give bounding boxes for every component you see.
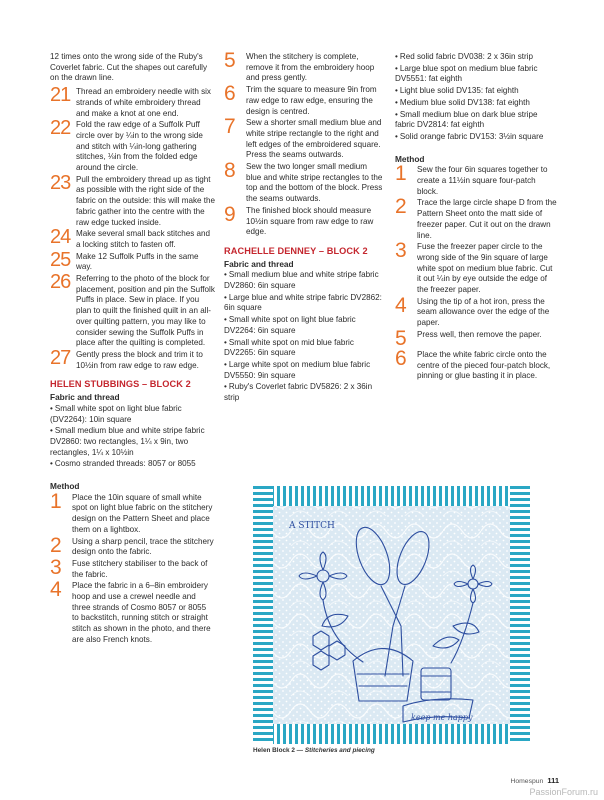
method-step-3 bbox=[50, 555, 215, 580]
step-text: Using the tip of a hot iron, press the seam allowance over the edge of the paper. bbox=[417, 296, 550, 328]
step-number: 2 bbox=[50, 533, 61, 557]
border-top bbox=[253, 486, 530, 506]
fabric-thread-subhead: Fabric and thread bbox=[50, 392, 120, 403]
step-text: The finished block should measure 10½in square from raw edge to raw edge. bbox=[246, 205, 374, 237]
method-step-6 bbox=[224, 82, 384, 117]
materials-item: • Large white spot on medium blue fabric DV5550: 9in square bbox=[224, 359, 371, 380]
method-step-2 bbox=[395, 195, 557, 241]
method-subhead: Method bbox=[50, 481, 80, 492]
column-1 bbox=[50, 52, 215, 647]
step-number: 24 bbox=[50, 226, 71, 249]
section-heading-rachelle: RACHELLE DENNEY – BLOCK 2 bbox=[224, 245, 368, 256]
step-26 bbox=[50, 271, 215, 349]
step-number: 2 bbox=[395, 195, 406, 219]
step-number: 6 bbox=[395, 346, 406, 370]
caption-text: Stitcheries and piecing bbox=[304, 747, 375, 754]
step-text: Place the white fabric circle onto the centre of the pieced four-patch block, pinning or glue basting it in place. bbox=[417, 349, 551, 381]
fabric-thread-subhead: Fabric and thread bbox=[224, 258, 294, 269]
quilt-block-image bbox=[253, 486, 530, 744]
materials-item: • Small white spot on light blue fabric DV2264: 6in square bbox=[224, 315, 356, 335]
method-step-8 bbox=[224, 159, 384, 205]
materials-item: • Ruby's Coverlet fabric DV5826: 2 x 36in strip bbox=[224, 382, 373, 403]
step-number: 21 bbox=[50, 84, 71, 107]
step-text: Trace the large circle shape D from the Pattern Sheet onto the matt side of freezer paper. Cut it out on the drawn line. bbox=[417, 198, 557, 240]
step-number: 26 bbox=[50, 271, 71, 294]
step-25 bbox=[50, 248, 215, 273]
border-right bbox=[510, 486, 530, 744]
materials-item: • Small white spot on light blue fabric (DV2264): 10in square bbox=[50, 403, 182, 424]
column-2 bbox=[224, 49, 384, 405]
step-number: 9 bbox=[224, 202, 235, 226]
step-number: 3 bbox=[50, 555, 61, 579]
step-text: Referring to the photo of the block for placement, position and pin the Suffolk Puffs in place. Sew in place. If you plan to quilt the finished quilt in an all-over quilting pattern, you may like to consider sewing the Suffolk Puffs in place after the quilting is completed. bbox=[76, 274, 215, 348]
method-step-5 bbox=[224, 49, 384, 84]
step-number: 4 bbox=[395, 293, 406, 317]
stitched-text-top: A STITCH bbox=[289, 521, 335, 531]
step-number: 25 bbox=[50, 248, 71, 271]
step-text: Thread an embroidery needle with six strands of white embroidery thread and make a knot at one end. bbox=[76, 87, 211, 118]
step-number: 4 bbox=[50, 578, 61, 602]
method-step-4 bbox=[395, 293, 557, 329]
materials-item: • Light blue solid DV135: fat eighth bbox=[395, 86, 519, 96]
step-text: Place the 10in square of small white spot on light blue fabric on the stitchery design on the Pattern Sheet and place them on a lightbox. bbox=[72, 492, 213, 534]
step-number: 23 bbox=[50, 171, 71, 194]
border-bottom bbox=[253, 724, 530, 744]
materials-item: • Small white spot on mid blue fabric DV2265: 6in square bbox=[224, 337, 354, 358]
materials-item: • Cosmo stranded threads: 8057 or 8055 bbox=[50, 459, 196, 469]
step-number: 5 bbox=[395, 326, 406, 350]
watermark: PassionForum.ru bbox=[529, 787, 598, 797]
intro-paragraph: 12 times onto the wrong side of the Ruby's Coverlet fabric. Cut the shapes out carefully on the drawn line. bbox=[50, 52, 208, 83]
photo-caption bbox=[253, 747, 375, 754]
method-step-2 bbox=[50, 533, 215, 558]
step-text: Sew the two longer small medium blue and white stripe rectangles to the top and the bottom of the block. Press the seams outwards. bbox=[246, 162, 383, 204]
materials-item: • Large blue spot on medium blue fabric DV5551: fat eighth bbox=[395, 63, 538, 84]
step-27 bbox=[50, 346, 215, 371]
step-number: 7 bbox=[224, 115, 235, 139]
quilt-block-photo bbox=[253, 486, 530, 744]
step-text: Pull the embroidery thread up as tight as possible with the right side of the fabric on the outside: this will make the fabric gather into the centre with the raw edge tucked inside. bbox=[76, 174, 216, 227]
page-footer bbox=[510, 776, 559, 785]
method-step-9 bbox=[224, 202, 384, 238]
step-21 bbox=[50, 84, 215, 119]
method-step-1 bbox=[50, 489, 215, 536]
step-text: When the stitchery is complete, remove it from the embroidery hoop and press gently. bbox=[246, 52, 375, 83]
step-number: 8 bbox=[224, 159, 235, 183]
step-text: Using a sharp pencil, trace the stitchery design onto the fabric. bbox=[72, 536, 214, 557]
step-22 bbox=[50, 117, 215, 174]
method-step-5 bbox=[395, 326, 557, 350]
step-text: Press well, then remove the paper. bbox=[417, 329, 542, 339]
magazine-name: Homespun bbox=[510, 778, 544, 785]
step-24 bbox=[50, 226, 215, 250]
step-number: 3 bbox=[395, 239, 406, 263]
step-text: Make several small back stitches and a locking stitch to fasten off. bbox=[76, 229, 211, 249]
section-heading-helen: HELEN STUBBINGS – BLOCK 2 bbox=[50, 379, 191, 390]
materials-item: • Small medium blue and white stripe fabric DV2860: two rectangles, 1¼ x 9in, two rectangles, 1¼ x 10½in bbox=[50, 426, 205, 457]
step-number: 5 bbox=[224, 49, 235, 72]
method-step-6 bbox=[395, 346, 557, 382]
step-text: Sew the four 6in squares together to create a 11½in square four-patch block. bbox=[417, 165, 548, 196]
step-text: Make 12 Suffolk Puffs in the same way. bbox=[76, 251, 199, 272]
method-step-3 bbox=[395, 239, 557, 296]
step-text: Trim the square to measure 9in from raw edge to raw edge, ensuring the design is centred. bbox=[246, 85, 377, 116]
method-subhead: Method bbox=[395, 153, 425, 164]
column-3 bbox=[395, 52, 557, 383]
step-text: Fuse the freezer paper circle to the wrong side of the 9in square of large white spot on medium blue fabric. Cut it out ¼in by eye outside the edge of the freezer paper. bbox=[417, 242, 553, 295]
materials-item: • Medium blue solid DV138: fat eighth bbox=[395, 97, 530, 107]
page-number: 111 bbox=[547, 776, 559, 785]
materials-item: • Small medium blue and white stripe fabric DV2860: 6in square bbox=[224, 270, 379, 291]
materials-item: • Red solid fabric DV038: 2 x 36in strip bbox=[395, 52, 534, 61]
border-left bbox=[253, 486, 273, 744]
step-text: Fuse stitchery stabiliser to the back of the fabric. bbox=[72, 558, 208, 579]
step-text: Sew a shorter small medium blue and white stripe rectangle to the right and left edges of the embroidered square. Press the seams outwards. bbox=[246, 118, 382, 160]
materials-item: • Small medium blue on dark blue stripe fabric DV2814: fat eighth bbox=[395, 109, 538, 130]
step-number: 22 bbox=[50, 117, 71, 140]
step-number: 6 bbox=[224, 82, 235, 106]
step-number: 27 bbox=[50, 346, 71, 369]
step-23 bbox=[50, 171, 216, 229]
method-step-1 bbox=[395, 162, 557, 197]
materials-item: • Solid orange fabric DV153: 3½in square bbox=[395, 131, 544, 141]
materials-item: • Large blue and white stripe fabric DV2862: 6in square bbox=[224, 292, 382, 313]
caption-label: Helen Block 2 — bbox=[253, 747, 305, 754]
step-number: 1 bbox=[50, 489, 61, 513]
step-text: Gently press the block and trim it to 10½in from raw edge to raw edge. bbox=[76, 349, 203, 370]
step-text: Place the fabric in a 6–8in embroidery hoop and use a crewel needle and three strands of Cosmo 8057 or 8055 to backstitch, running stitch or straight stitch as shown in the photo, and there are also French knots. bbox=[72, 581, 211, 644]
method-step-7 bbox=[224, 115, 384, 161]
method-step-4 bbox=[50, 578, 215, 645]
step-number: 1 bbox=[395, 162, 406, 186]
step-text: Fold the raw edge of a Suffolk Puff circle over by ¼in to the wrong side and stitch with ¼in-long gathering stitches, ⅛in from the folded edge around the circle. bbox=[76, 120, 203, 173]
stitched-text-bottom: keep me happy bbox=[411, 713, 473, 722]
